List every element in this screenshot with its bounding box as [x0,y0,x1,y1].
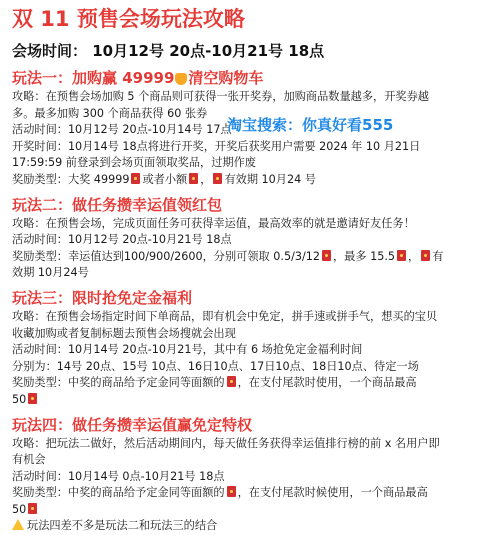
red-envelope-icon [421,250,430,261]
red-envelope-icon [28,503,37,514]
section-1-line-5: 17:59:59 前登录到会场页面领取奖品，过期作废 [12,156,256,170]
section-4-prize: 奖励类型：中奖的商品给予定金同等面额的 ，在支付尾款时候使用，一个商品最高 [12,486,428,500]
section-3-line-1: 攻略：在预售会场指定时间下单商品，即有机会中免定，拼手速或拼手气，想买的宝贝 [12,309,438,323]
section-4 [12,415,488,519]
section-1-line-2: 多。最多加购 300 个商品获得 60 张券 [12,106,208,120]
section-3-line-4: 分别为：14号 20点、15号 10点、16日10点、17日10点、18日10点、待定一场 [12,359,419,373]
section-2-line-2: 活动时间：10月12号 20点-10月21号 18点 [12,233,232,247]
section-4-line-1: 攻略：把玩法二做好，然后活动期间内，每天做任务获得幸运值排行榜的前 x 名用户即 [12,436,440,450]
red-envelope-icon [189,173,198,184]
section-1-line-4: 开奖时间：10月14号 18点将进行开奖，开奖后获奖用户需要 2024 年 10 月21日 [12,139,421,153]
section-1-prize: 奖励类型：大奖 49999 或者小额 ， 有效期 10月24 号 [12,172,316,186]
page-title: 双 11 预售会场玩法攻略 [12,7,245,31]
red-envelope-icon [227,486,236,497]
section-1-line-1: 攻略：在预售会场加购 5 个商品则可获得一张开奖券，加购商品数量越多，开奖券越 [12,90,429,103]
section-3 [12,288,488,409]
section-2 [12,195,488,282]
red-envelope-icon [322,250,331,261]
section-3-prize-cont: 50 [12,392,488,409]
section-4-line-2: 有机会 [12,453,46,467]
money-bag-icon [175,73,187,85]
red-envelope-icon [131,173,140,184]
section-1-title: 玩法一：加购赢 49999 清空购物车 [12,69,264,87]
section-3-prize: 奖励类型：中奖的商品给予定金同等面额的 ，在支付尾款时使用，一个商品最高 [12,376,417,390]
red-envelope-icon [28,393,37,404]
section-1-line-3: 活动时间：10月12号 20点-10月14号 17点 [12,123,232,137]
red-envelope-icon [213,173,222,184]
section-3-line-2: 收藏加购或者复制标题去预售会场搜就会出现 [12,326,236,340]
section-2-title: 玩法二：做任务攒幸运值领红包 [12,195,223,214]
section-2-prize-cont: 效期 10月24号 [12,266,89,280]
red-envelope-icon [227,376,236,387]
venue-time: 会场时间： 10月12号 20点-10月21号 18点 [12,42,325,60]
section-4-line-3: 活动时间：10月14号 0点-10月21号 18点 [12,469,225,483]
section-4-prize-cont: 50 [12,502,488,519]
search-ad-text: 淘宝搜索：你真好看555 [227,116,394,134]
warning-icon [12,519,24,530]
section-3-line-3: 活动时间：10月14号 20点-10月21号，其中有 6 场抢免定金福利时间 [12,343,363,357]
section-3-title: 玩法三：限时抢免定金福利 [12,288,193,307]
red-envelope-icon [397,250,406,261]
footer-note: 玩法四差不多是玩法二和玩法三的结合 [12,518,488,535]
section-4-title: 玩法四：做任务攒幸运值赢免定特权 [12,415,253,434]
section-2-line-1: 攻略：在预售会场，完成页面任务可获得幸运值，最高效率的就是邀请好友任务！ [12,216,415,230]
section-2-prize: 奖励类型：幸运值达到100/900/2600，分别可领取 0.5/3/12 ，最多 15.5 ， 有 [12,249,444,263]
